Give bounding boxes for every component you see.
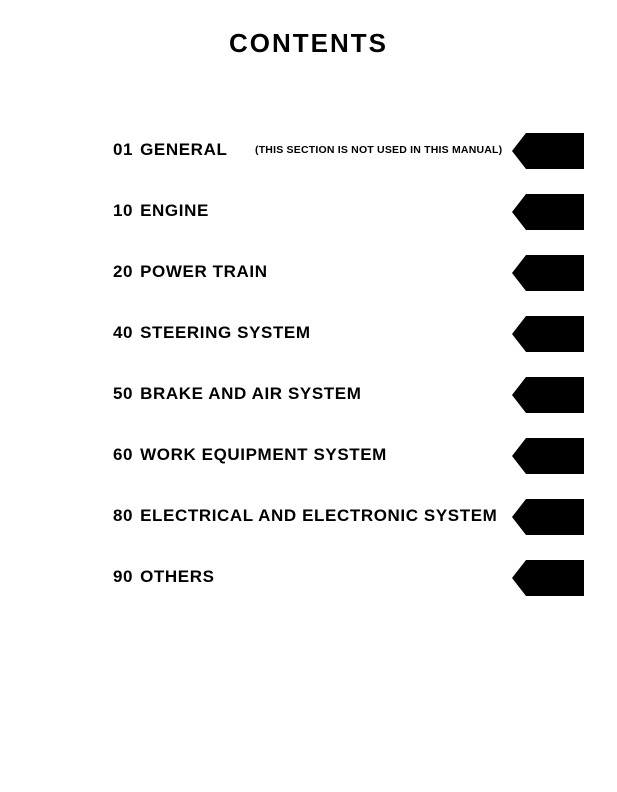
contents-entry-number: 50 [113, 384, 134, 403]
contents-entry-name: GENERAL [140, 140, 228, 159]
contents-entry-name: POWER TRAIN [140, 262, 268, 281]
contents-entry-label [113, 140, 227, 160]
contents-entry-label [113, 384, 361, 404]
contents-entry-label [113, 506, 497, 526]
contents-entry[interactable] [0, 433, 617, 494]
contents-entry-name: STEERING SYSTEM [140, 323, 311, 342]
contents-entry-name: BRAKE AND AIR SYSTEM [140, 384, 362, 403]
contents-entry-label [113, 323, 311, 343]
section-tab-marker [512, 194, 584, 230]
contents-entry-number: 90 [113, 567, 134, 586]
contents-entry-number: 10 [113, 201, 134, 220]
contents-entry-number: 20 [113, 262, 134, 281]
section-tab-marker [512, 560, 584, 596]
contents-entry[interactable] [0, 311, 617, 372]
section-tab-marker [512, 377, 584, 413]
contents-entry[interactable] [0, 128, 617, 189]
contents-entry[interactable] [0, 189, 617, 250]
contents-entry-number: 60 [113, 445, 134, 464]
contents-entry-label [113, 201, 209, 221]
contents-entry-name: OTHERS [140, 567, 215, 586]
contents-entry-name: ELECTRICAL AND ELECTRONIC SYSTEM [140, 506, 498, 525]
section-tab-marker [512, 255, 584, 291]
contents-entry[interactable] [0, 372, 617, 433]
contents-entry-label [113, 567, 215, 587]
contents-entry[interactable] [0, 250, 617, 311]
section-tab-marker [512, 133, 584, 169]
contents-entry-note: (THIS SECTION IS NOT USED IN THIS MANUAL) [255, 144, 503, 156]
page-title: CONTENTS [229, 28, 388, 58]
contents-entry-number: 40 [113, 323, 134, 342]
contents-entry-number: 80 [113, 506, 134, 525]
section-tab-marker [512, 438, 584, 474]
contents-entry-number: 01 [113, 140, 134, 159]
contents-entry[interactable] [0, 494, 617, 555]
contents-entry-label [113, 262, 268, 282]
contents-entry-name: ENGINE [140, 201, 209, 220]
section-tab-marker [512, 316, 584, 352]
contents-entry[interactable] [0, 555, 617, 616]
contents-entry-label [113, 445, 387, 465]
contents-list [0, 128, 617, 616]
contents-entry-name: WORK EQUIPMENT SYSTEM [140, 445, 387, 464]
section-tab-marker [512, 499, 584, 535]
